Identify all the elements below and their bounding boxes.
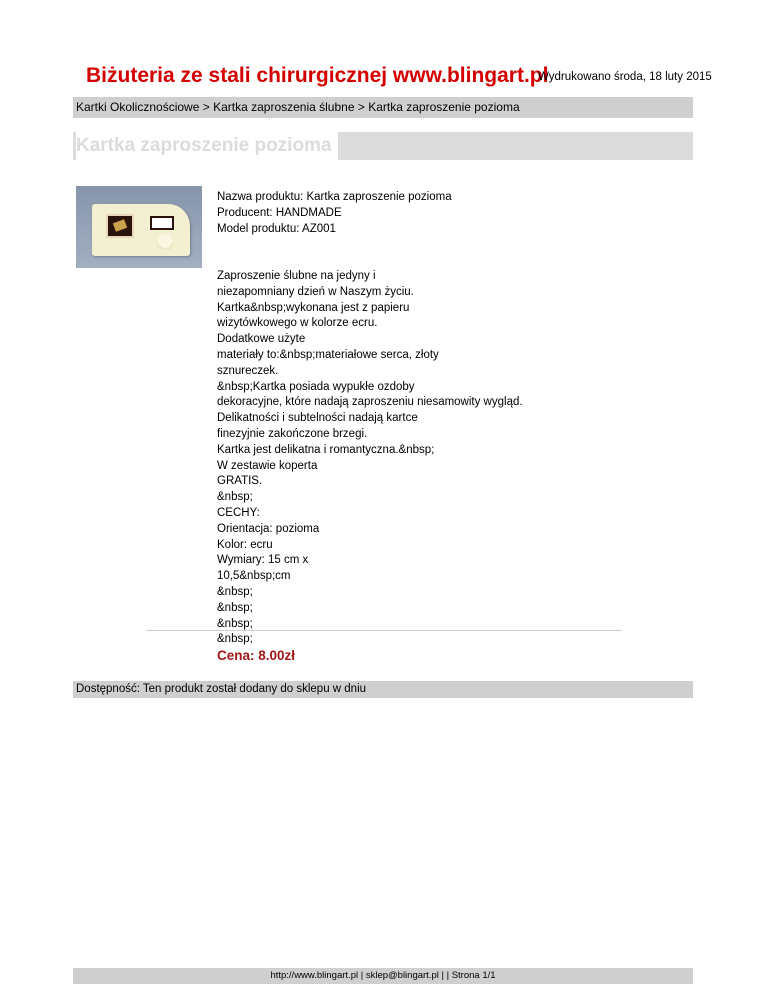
breadcrumb-item-category[interactable]: Kartki Okolicznościowe [76, 100, 200, 114]
card-label [150, 216, 174, 230]
divider [146, 630, 622, 631]
product-heading-bar [73, 132, 693, 160]
description-line: &nbsp; [217, 585, 253, 598]
description-line: materiały to:&nbsp;materiałowe serca, złoty [217, 348, 439, 361]
description-line: 10,5&nbsp;cm [217, 570, 291, 583]
description-line: &nbsp; [217, 633, 253, 646]
breadcrumb [73, 97, 693, 118]
description-line: &nbsp;Kartka posiada wypukłe ozdoby [217, 380, 415, 393]
description-line: Kolor: ecru [217, 538, 273, 551]
description-line: Kartka jest delikatna i romantyczna.&nbsp; [217, 443, 435, 456]
breadcrumb-separator: > [202, 100, 210, 114]
flower-ornament [158, 234, 172, 248]
page-footer: http://www.blingart.pl | sklep@blingart.pl | | Strona 1/1 [73, 968, 693, 984]
product-model: Model produktu: AZ001 [217, 222, 336, 235]
description-line: Zaproszenie ślubne na jedyny i [217, 269, 376, 282]
description-line: finezyjnie zakończone brzegi. [217, 427, 368, 440]
description-line: Delikatności i subtelności nadają kartce [217, 412, 418, 425]
description-line: CECHY: [217, 506, 260, 519]
print-date: Wydrukowano środa, 18 luty 2015 [538, 71, 712, 83]
heart-ornament [106, 214, 134, 238]
description-line: Orientacja: pozioma [217, 522, 320, 535]
description-line: dekoracyjne, które nadają zaproszeniu niesamowity wygląd. [217, 396, 523, 409]
description-line: Wymiary: 15 cm x [217, 554, 309, 567]
product-name: Nazwa produktu: Kartka zaproszenie pozioma [217, 191, 452, 203]
site-title: Biżuteria ze stali chirurgicznej www.blingart.pl [86, 64, 549, 87]
product-image [76, 186, 202, 268]
availability-bar: Dostępność: Ten produkt został dodany do sklepu w dniu [73, 681, 693, 698]
spacer [217, 237, 637, 253]
description-line: Dodatkowe użyte [217, 333, 306, 346]
description-line: &nbsp; [217, 617, 253, 630]
description-line: Kartka&nbsp;wykonana jest z papieru [217, 301, 410, 314]
breadcrumb-separator: > [357, 100, 365, 114]
description-line: niezapomniany dzień w Naszym życiu. [217, 285, 414, 298]
product-producer: Producent: HANDMADE [217, 206, 342, 219]
description-line: &nbsp; [217, 491, 253, 504]
product-details [217, 190, 637, 664]
description-line: GRATIS. [217, 475, 263, 488]
description-line: sznureczek. [217, 364, 279, 377]
product-heading: Kartka zaproszenie pozioma [76, 132, 338, 160]
spacer [217, 253, 637, 269]
invitation-card-photo [92, 204, 190, 256]
description-line: &nbsp; [217, 601, 253, 614]
description-line: W zestawie koperta [217, 459, 318, 472]
product-price: Cena: 8.00zł [217, 648, 296, 664]
breadcrumb-item-subcategory[interactable]: Kartka zaproszenia ślubne [213, 100, 355, 114]
description-line: wizytówkowego w kolorze ecru. [217, 317, 378, 330]
breadcrumb-item-product[interactable]: Kartka zaproszenie pozioma [368, 100, 520, 114]
